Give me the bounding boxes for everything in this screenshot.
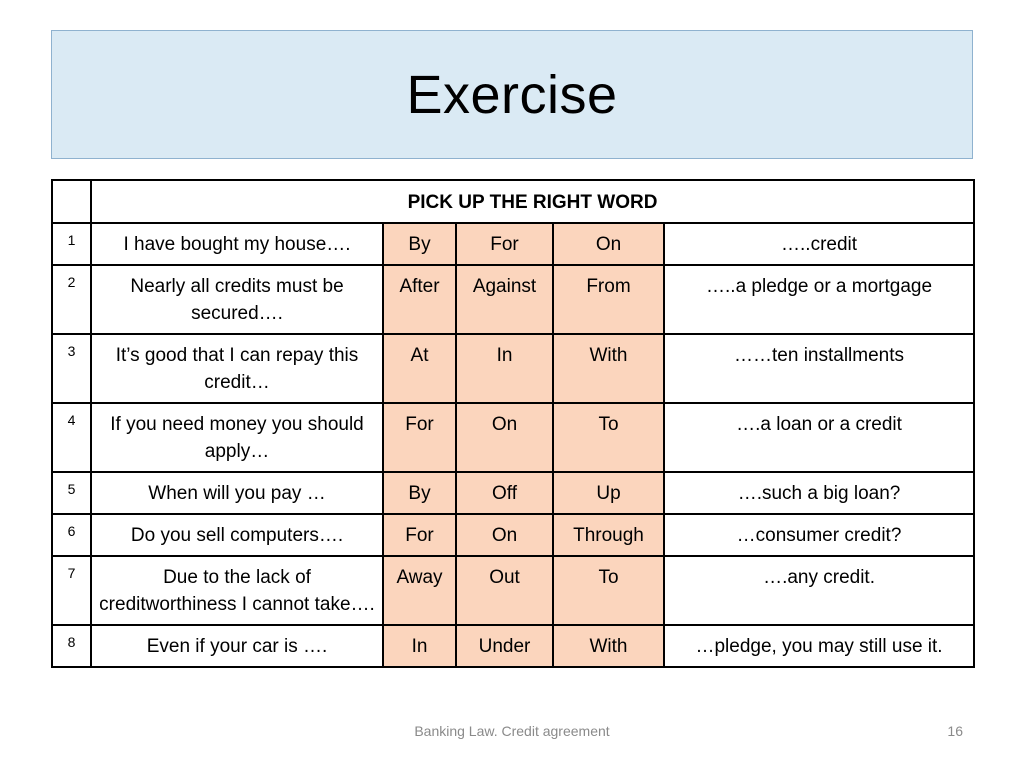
header-empty-cell [52, 180, 91, 223]
table-row [52, 514, 974, 556]
completion-cell: ……ten installments [664, 334, 974, 403]
option-cell: In [456, 334, 553, 403]
option-cell: To [553, 403, 664, 472]
table-header-row [52, 180, 974, 223]
completion-cell: ….such a big loan? [664, 472, 974, 514]
option-cell: By [383, 472, 456, 514]
option-cell: On [456, 514, 553, 556]
sentence-cell: Do you sell computers…. [91, 514, 383, 556]
completion-cell: …consumer credit? [664, 514, 974, 556]
table-row [52, 472, 974, 514]
sentence-cell: If you need money you should apply… [91, 403, 383, 472]
table-row [52, 223, 974, 265]
exercise-table [51, 179, 975, 668]
option-cell: For [383, 403, 456, 472]
option-cell: After [383, 265, 456, 334]
completion-cell: …..a pledge or a mortgage [664, 265, 974, 334]
slide-title: Exercise [406, 64, 618, 125]
row-number: 3 [52, 334, 91, 403]
sentence-cell: Nearly all credits must be secured…. [91, 265, 383, 334]
title-box [51, 30, 973, 159]
row-number: 2 [52, 265, 91, 334]
option-cell: Away [383, 556, 456, 625]
completion-cell: …..credit [664, 223, 974, 265]
completion-cell: ….any credit. [664, 556, 974, 625]
completion-cell: ….a loan or a credit [664, 403, 974, 472]
footer-text: Banking Law. Credit agreement [414, 723, 610, 739]
sentence-cell: Due to the lack of creditworthiness I cannot take…. [91, 556, 383, 625]
table-row [52, 403, 974, 472]
page-number: 16 [947, 723, 963, 739]
row-number: 8 [52, 625, 91, 667]
option-cell: On [456, 403, 553, 472]
option-cell: With [553, 625, 664, 667]
option-cell: From [553, 265, 664, 334]
option-cell: Out [456, 556, 553, 625]
table-row [52, 625, 974, 667]
sentence-cell: Even if your car is …. [91, 625, 383, 667]
sentence-cell: I have bought my house…. [91, 223, 383, 265]
table-header: PICK UP THE RIGHT WORD [91, 180, 974, 223]
option-cell: With [553, 334, 664, 403]
option-cell: Against [456, 265, 553, 334]
option-cell: Off [456, 472, 553, 514]
row-number: 5 [52, 472, 91, 514]
option-cell: By [383, 223, 456, 265]
option-cell: For [456, 223, 553, 265]
row-number: 7 [52, 556, 91, 625]
sentence-cell: When will you pay … [91, 472, 383, 514]
option-cell: For [383, 514, 456, 556]
row-number: 4 [52, 403, 91, 472]
option-cell: Through [553, 514, 664, 556]
table-row [52, 334, 974, 403]
option-cell: To [553, 556, 664, 625]
option-cell: On [553, 223, 664, 265]
row-number: 1 [52, 223, 91, 265]
completion-cell: …pledge, you may still use it. [664, 625, 974, 667]
sentence-cell: It’s good that I can repay this credit… [91, 334, 383, 403]
option-cell: Under [456, 625, 553, 667]
row-number: 6 [52, 514, 91, 556]
table-row [52, 265, 974, 334]
table-row [52, 556, 974, 625]
option-cell: In [383, 625, 456, 667]
option-cell: At [383, 334, 456, 403]
option-cell: Up [553, 472, 664, 514]
